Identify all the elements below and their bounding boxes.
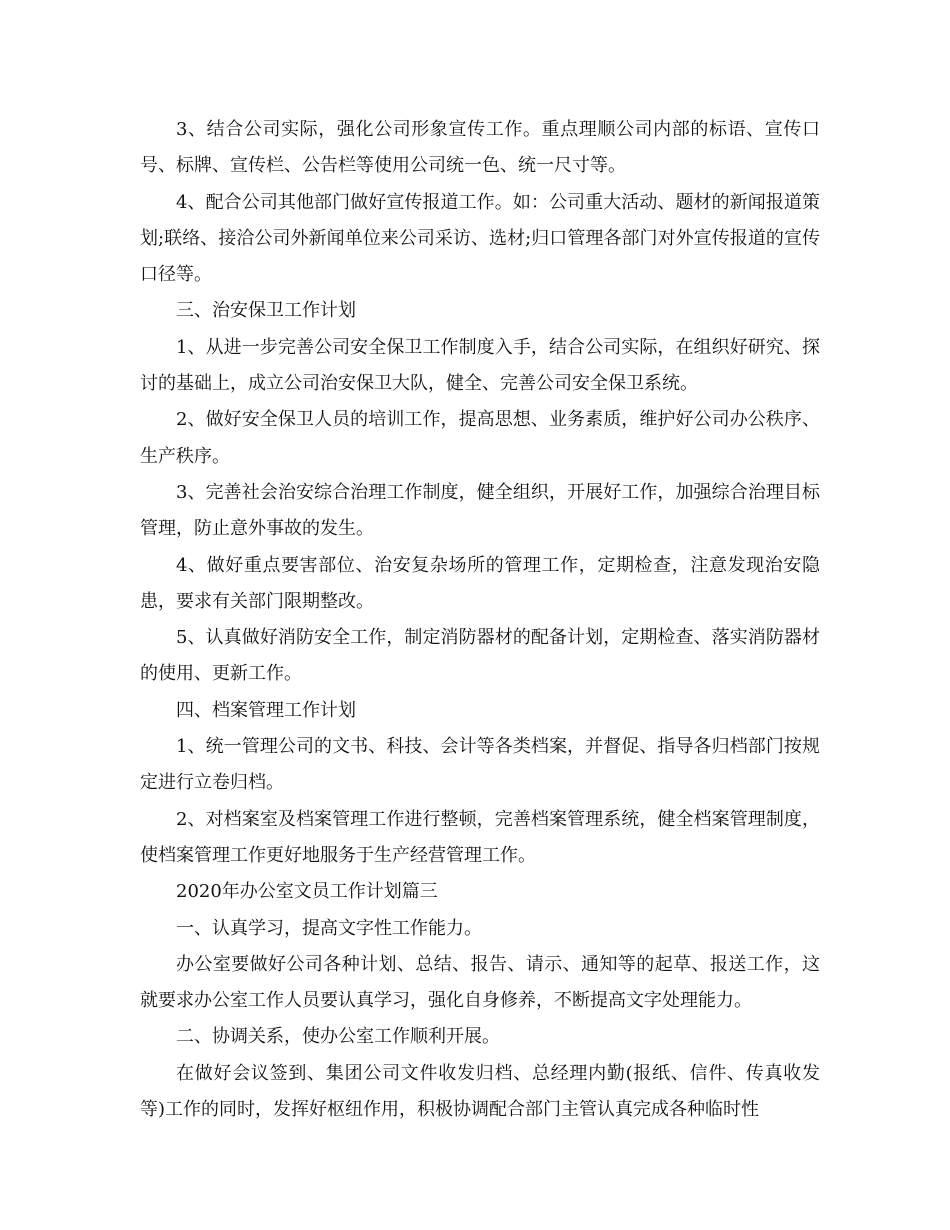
document-body: [140, 112, 820, 1128]
paragraph-archive-rectification: 2、对档案室及档案管理工作进行整顿，完善档案管理系统，健全档案管理制度，使档案管理工作更好地服务于生产经营管理工作。: [140, 808, 820, 866]
paragraph-fire-safety: 5、认真做好消防安全工作，制定消防器材的配备计划，定期检查、落实消防器材的使用、更新工作。: [140, 627, 820, 685]
paragraph-archive-management: 1、统一管理公司的文书、科技、会计等各类档案，并督促、指导各归档部门按规定进行立卷归档。: [140, 736, 820, 794]
paragraph-security-training: 2、做好安全保卫人员的培训工作，提高思想、业务素质，维护好公司办公秩序、生产秩序。: [140, 409, 820, 467]
section-heading-coordination: 二、协调关系，使办公室工作顺利开展。: [176, 1026, 500, 1048]
section-heading-archives: 四、档案管理工作计划: [176, 699, 356, 721]
paragraph-publicity-image: 3、结合公司实际，强化公司形象宣传工作。重点理顺公司内部的标语、宣传口号、标牌、宣传栏、公告栏等使用公司统一色、统一尺寸等。: [140, 119, 820, 177]
paragraph-office-coordination: 在做好会议签到、集团公司文件收发归档、总经理内勤(报纸、信件、传真收发等)工作的同时，发挥好枢纽作用，积极协调配合部门主管认真完成各种临时性: [140, 1062, 820, 1121]
paragraph-public-order: 3、完善社会治安综合治理工作制度，健全组织，开展好工作，加强综合治理目标管理，防止意外事故的发生。: [140, 481, 820, 540]
section-heading-security: 三、治安保卫工作计划: [176, 300, 356, 322]
paragraph-writing-ability: 办公室要做好公司各种计划、总结、报告、请示、通知等的起草、报送工作，这就要求办公室工作人员要认真学习，强化自身修养，不断提高文字处理能力。: [140, 953, 820, 1012]
paragraph-security-system: 1、从进一步完善公司安全保卫工作制度入手，结合公司实际，在组织好研究、探讨的基础上，成立公司治安保卫大队，健全、完善公司安全保卫系统。: [140, 336, 820, 395]
section-heading-study: 一、认真学习，提高文字性工作能力。: [176, 917, 482, 939]
article-title-part-three: 2020年办公室文员工作计划篇三: [176, 881, 438, 903]
paragraph-key-areas: 4、做好重点要害部位、治安复杂场所的管理工作，定期检查，注意发现治安隐患，要求有关部门限期整改。: [140, 554, 820, 612]
paragraph-publicity-coordination: 4、配合公司其他部门做好宣传报道工作。如：公司重大活动、题材的新闻报道策划;联络、接洽公司外新闻单位来公司采访、选材;归口管理各部门对外宣传报道的宣传口径等。: [140, 191, 820, 286]
